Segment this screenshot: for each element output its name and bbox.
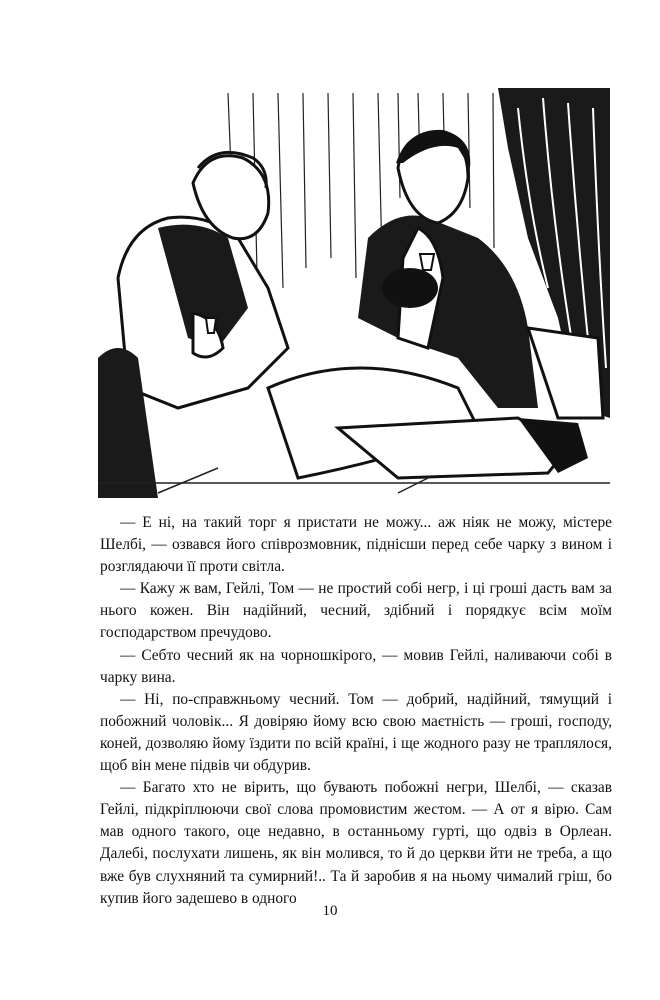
- paragraph: — Ні, по-справжньому чесний. Том — добрий, надійний, тямущий і побожний чоловік... Я довіряю йому всю свою маєтність — гроші, господу, коней, дозволяю йому їздити по всій країні, і ще жодного разу не траплялося, щоб він мене підвів чи обдурив.: [100, 690, 612, 775]
- paragraph: — Е ні, на такий торг я пристати не можу... аж ніяк не можу, містере Шелбі, — озвався його співрозмовник, піднісши перед себе чарку з вином і розглядаючи її проти світла.: [100, 514, 612, 576]
- paragraph: — Себто чесний як на чорношкірого, — мовив Гейлі, наливаючи собі в чарку вина.: [100, 646, 612, 686]
- paragraph: — Багато хто не вірить, що бувають побожні негри, Шелбі, — сказав Гейлі, підкріплюючи свої слова промовистим жестом. — А от я вірю. Сам мав одного такого, оце недавно, в останньому гурті, що одвіз в Орлеан. Далебі, послухати лишень, як він молився, то й до церкви йти не треба, а що вже був слухняний та сумирний!.. Та й заробив я на ньому чималий гріш, бо купив його задешево в одного: [100, 779, 612, 907]
- body-text: [100, 512, 612, 910]
- illustration: [98, 88, 610, 498]
- paragraph: — Кажу ж вам, Гейлі, Том — не простий собі негр, і ці гроші дасть вам за нього кожен. Він надійний, чесний, здібний і порядкує всім моїм господарством пречудово.: [100, 580, 612, 642]
- page-number: 10: [322, 903, 338, 919]
